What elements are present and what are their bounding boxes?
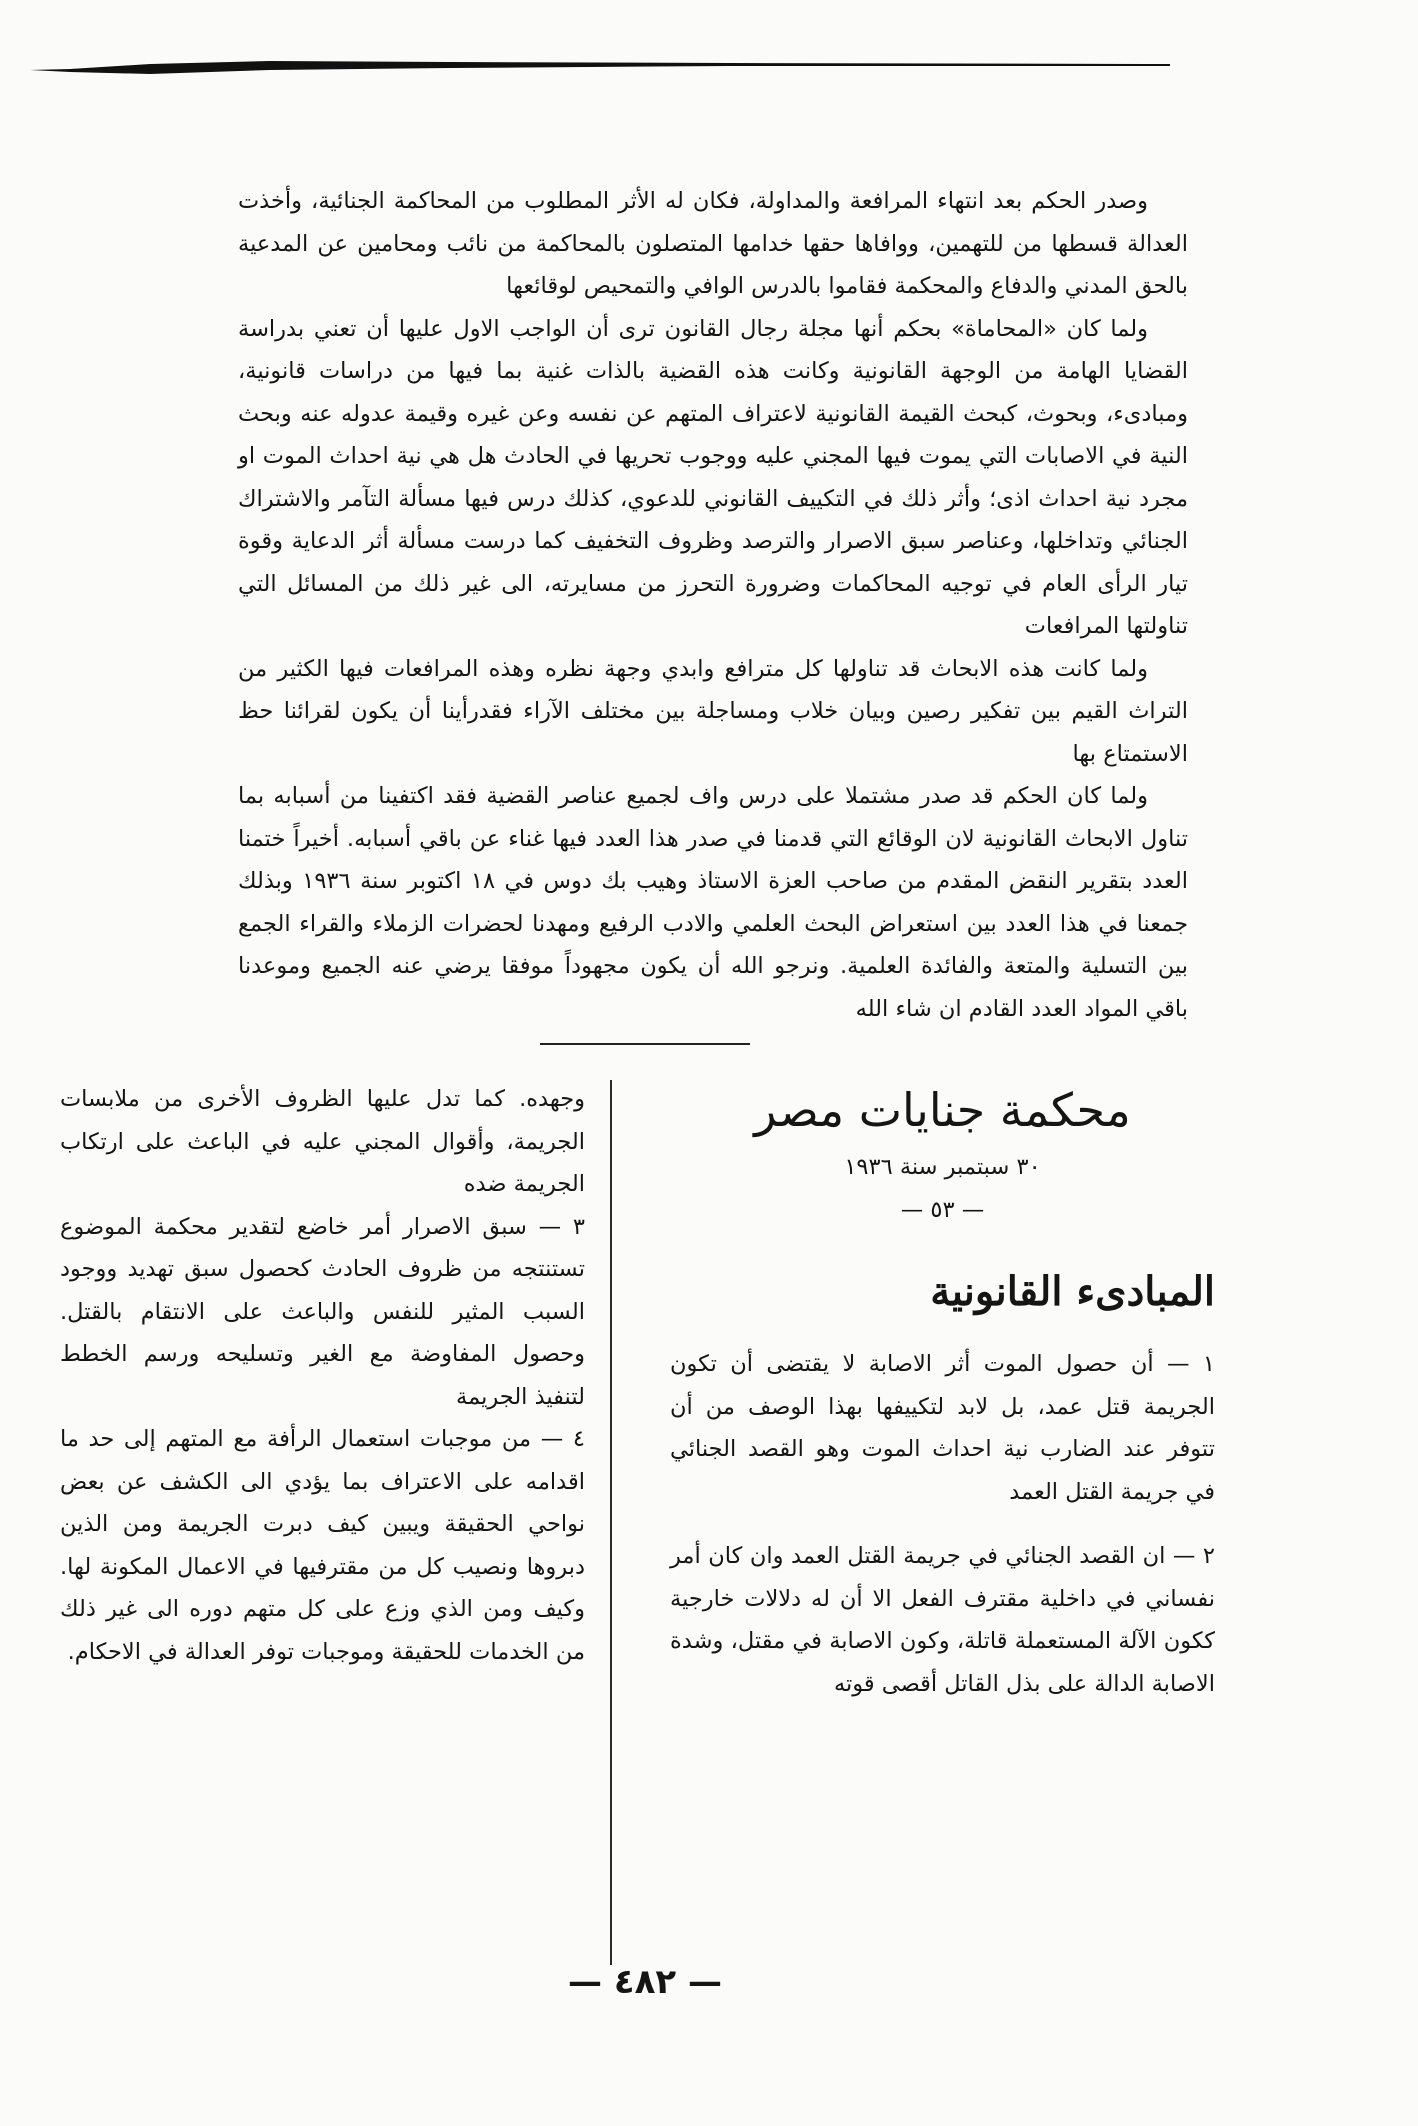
left-paragraph: ٤ — من موجبات استعمال الرأفة مع المتهم إلى حد ما اقدامه على الاعتراف بما يؤدي الى الكشف عن بعض نواحي الحقيقة ويبين كيف دبرت الجريمة ومن الذين دبروها ونصيب كل من مقترفيها في الاعمال المكونة لها. وكيف ومن الذي وزع على كل متهم دوره الى غير ذلك من الخدمات للحقيقة وموجبات توفر العدالة في الاحكام. [60, 1426, 585, 1665]
right-column [670, 1078, 1215, 1727]
intro-text [238, 180, 1188, 1030]
intro-paragraph: ولما كانت هذه الابحاث قد تناولها كل مترافع وابدي وجهة نظره وهذه المرافعات فيها الكثير من التراث القيم بين تفكير رصين وبيان خلاب ومساجلة بين مختلف الآراء فقدرأينا أن يكون لقرائنا حظ الاستمتاع بها [238, 655, 1188, 767]
judgment-number: — ٥٣ — [900, 1196, 985, 1223]
intro-paragraph: ولما كان «المحاماة» بحكم أنها مجلة رجال القانون ترى أن الواجب الاول عليها أن تعني بدراسة القضايا الهامة من الوجهة القانونية وكانت هذه القضية بالذات غنية بما فيها من دراسات قانونية، ومبادىء، وبحوث، كبحث القيمة القانونية لاعتراف المتهم عن نفسه وعن غيره وقيمة عدوله عنه وبحث النية في الاصابات التي يموت فيها المجني عليه ووجوب تحريها في الحادث هل هي نية احداث الموت او مجرد نية احداث اذى؛ وأثر ذلك في التكييف القانوني للدعوي، كذلك درس فيها مسألة التآمر والاشتراك الجنائي وتداخلها، وعناصر سبق الاصرار والترصد وظروف التخفيف كما درست مسألة أثر الدعاية وقوة تيار الرأى العام في توجيه المحاكمات وضرورة التحرز من مسايرته، الى غير ذلك من المسائل التي تناولتها المرافعات [238, 315, 1188, 639]
principles-heading: المبادىء القانونية [930, 1268, 1215, 1315]
top-rule [30, 56, 1170, 82]
principle-item: ٢ — ان القصد الجنائي في جريمة القتل العمد وان كان أمر نفساني في داخلية مقترف الفعل الا أن له دلالات خارجية ككون الآلة المستعملة قاتلة، وكون الاصابة في مقتل، وشدة الاصابة الدالة على بذل القاتل أقصى قوته [670, 1543, 1215, 1697]
intro-paragraph: وصدر الحكم بعد انتهاء المرافعة والمداولة، فكان له الأثر المطلوب من المحاكمة الجنائية، وأخذت العدالة قسطها من للتهمين، ووافاها حقها خدامها المتصلون بالمحاكمة من نائب ومحامين عن المدعية بالحق المدني والدفاع والمحكمة فقاموا بالدرس الوافي والتمحيص لوقائعها [238, 188, 1188, 299]
intro-paragraph: ولما كان الحكم قد صدر مشتملا على درس واف لجميع عناصر القضية فقد اكتفينا من أسبابه بما تناول الابحاث القانونية لان الوقائع التي قدمنا في صدر هذا العدد فيها غناء عن باقي أسبابه. أخيراً ختمنا العدد بتقرير النقض المقدم من صاحب العزة الاستاذ وهيب بك دوس في ١٨ اكتوبر سنة ١٩٣٦ وبذلك جمعنا في هذا العدد بين استعراض البحث العلمي والادب الرفيع ومهدنا لحضرات الزملاء والقراء الجمع بين التسلية والمتعة والفائدة العلمية. ونرجو الله أن يكون مجهوداً موفقا يرضي عنه الجميع وموعدنا باقي المواد العدد القادم ان شاء الله [238, 783, 1188, 1022]
judgment-date: ٣٠ سبتمبر سنة ١٩٣٦ [844, 1154, 1041, 1180]
court-name: محكمة جنايات مصر [754, 1083, 1131, 1137]
principle-item: ١ — أن حصول الموت أثر الاصابة لا يقتضى أن تكون الجريمة قتل عمد، بل لابد لتكييفها بهذا الوصف من أن تتوفر عند الضارب نية احداث الموت وهو القصد الجنائي في جريمة القتل العمد [670, 1351, 1215, 1505]
left-column [60, 1078, 585, 1673]
left-paragraph: ٣ — سبق الاصرار أمر خاضع لتقدير محكمة الموضوع تستنتجه من ظروف الحادث كحصول سبق تهديد ووجود السبب المثير للنفس والباعث على الانتقام بالقتل. وحصول المفاوضة مع الغير وتسليحه ورسم الخطط لتنفيذ الجريمة [60, 1213, 585, 1410]
left-paragraph: وجهده. كما تدل عليها الظروف الأخرى من ملابسات الجريمة، وأقوال المجني عليه في الباعث على ارتكاب الجريمة ضده [60, 1086, 585, 1197]
section-separator [540, 1043, 750, 1045]
page-number: — ٤٨٢ — [568, 1962, 722, 2002]
column-divider [610, 1080, 612, 1965]
